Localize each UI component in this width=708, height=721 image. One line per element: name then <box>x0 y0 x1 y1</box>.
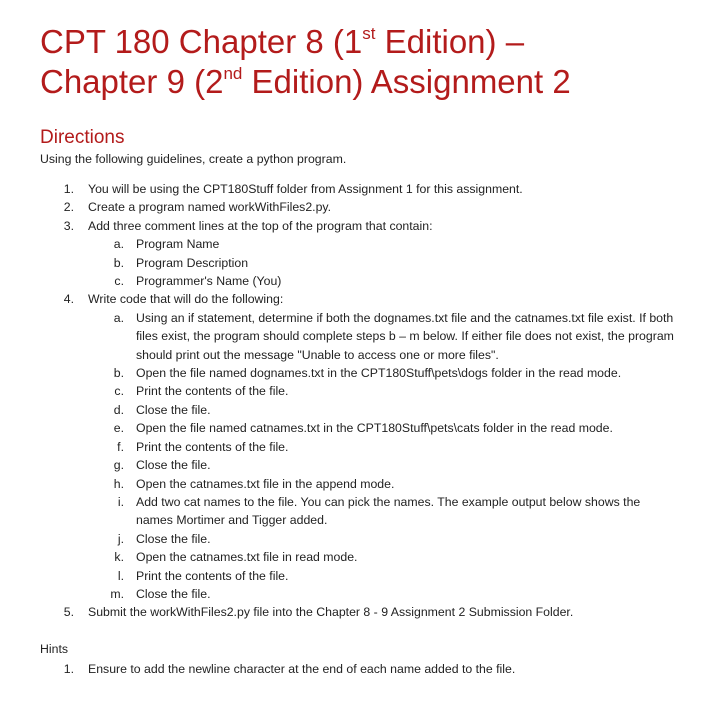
substep-letter: c. <box>114 384 124 399</box>
title-line1-sup: st <box>362 24 376 43</box>
substep-text: Print the contents of the file. <box>136 568 289 583</box>
substep-text: Programmer's Name (You) <box>136 274 282 289</box>
substep-item <box>40 493 680 530</box>
step-text: Create a program named workWithFiles2.py. <box>88 200 332 215</box>
substep-letter: g. <box>113 458 124 473</box>
substep-letter: f. <box>117 439 124 454</box>
substep-item <box>40 438 680 456</box>
step-item <box>40 217 680 235</box>
substep-item <box>40 530 680 548</box>
step-number: 1. <box>63 182 74 196</box>
assignment-title <box>40 22 690 102</box>
substep-text: Program Description <box>136 255 249 270</box>
step-text: Submit the workWithFiles2.py file into the Chapter 8 - 9 Assignment 2 Submission Folder. <box>88 605 574 620</box>
title-line1-b: Edition) – <box>375 23 525 60</box>
step-number: 2. <box>63 200 74 215</box>
substep-letter: k. <box>114 550 124 565</box>
substep-item <box>40 254 680 272</box>
hints-heading: Hints <box>40 642 69 656</box>
step-item <box>40 198 680 216</box>
step-number: 5. <box>63 605 74 620</box>
substep-item <box>40 456 680 474</box>
steps-list <box>40 180 680 622</box>
step-number: 4. <box>63 292 74 307</box>
substep-item <box>40 567 680 585</box>
substep-text: Close the file. <box>136 458 211 473</box>
substep-item <box>40 548 680 566</box>
step-item <box>40 180 680 198</box>
substep-item <box>40 309 680 364</box>
step-item <box>40 603 680 621</box>
substep-letter: a. <box>113 310 124 325</box>
substep-item <box>40 475 680 493</box>
substep-letter: b. <box>113 255 124 270</box>
substep-text: Close the file. <box>136 531 211 546</box>
substep-text: Close the file. <box>136 402 211 417</box>
step-text: Write code that will do the following: <box>88 292 284 307</box>
substep-letter: j. <box>117 531 124 546</box>
substep-letter: m. <box>110 586 124 601</box>
hint-number: 1. <box>63 662 74 676</box>
step-item <box>40 290 680 308</box>
substep-letter: b. <box>113 366 124 381</box>
hint-item <box>40 660 680 678</box>
title-line2-a: Chapter 9 (2 <box>40 63 224 100</box>
substep-letter: e. <box>113 421 124 436</box>
substep-item <box>40 585 680 603</box>
title-line1-a: CPT 180 Chapter 8 (1 <box>40 23 363 60</box>
step-text: Add three comment lines at the top of the program that contain: <box>88 218 433 233</box>
substep-text: Open the catnames.txt file in the append mode. <box>136 476 395 491</box>
substep-letter: l. <box>117 568 124 583</box>
substep-item <box>40 419 680 437</box>
substep-text: Open the file named catnames.txt in the CPT180Stuff\pets\cats folder in the read mode. <box>136 421 613 436</box>
substep-item <box>40 401 680 419</box>
substep-text: Add two cat names to the file. You can pick the names. The example output below shows the names Mortimer and Tigger added. <box>136 494 641 528</box>
substep-item <box>40 272 680 290</box>
step-text: You will be using the CPT180Stuff folder from Assignment 1 for this assignment. <box>88 182 523 196</box>
substep-text: Print the contents of the file. <box>136 384 289 399</box>
substep-letter: h. <box>113 476 124 491</box>
substep-text: Close the file. <box>136 586 211 601</box>
hint-text: Ensure to add the newline character at the end of each name added to the file. <box>88 662 516 676</box>
substep-item <box>40 364 680 382</box>
substep-letter: d. <box>113 402 124 417</box>
substep-item <box>40 382 680 400</box>
directions-intro: Using the following guidelines, create a python program. <box>40 152 347 166</box>
hints-list <box>40 660 680 678</box>
substep-text: Open the file named dognames.txt in the CPT180Stuff\pets\dogs folder in the read mode. <box>136 366 622 381</box>
substep-letter: c. <box>114 274 124 289</box>
directions-heading: Directions <box>40 127 125 148</box>
substep-letter: a. <box>113 237 124 252</box>
substep-text: Program Name <box>136 237 220 252</box>
step-number: 3. <box>63 218 74 233</box>
substep-text: Print the contents of the file. <box>136 439 289 454</box>
title-line2-b: Edition) Assignment 2 <box>242 63 571 100</box>
substep-letter: i. <box>117 494 124 509</box>
substep-text: Using an if statement, determine if both the dognames.txt file and the catnames.txt file exist. If both files exist, the program should complete steps b – m below. If either file does not exist, the program should print out the message "Unable to access one or more files". <box>136 310 674 362</box>
title-line2-sup: nd <box>223 64 243 83</box>
substep-item <box>40 235 680 253</box>
substep-text: Open the catnames.txt file in read mode. <box>136 550 358 565</box>
